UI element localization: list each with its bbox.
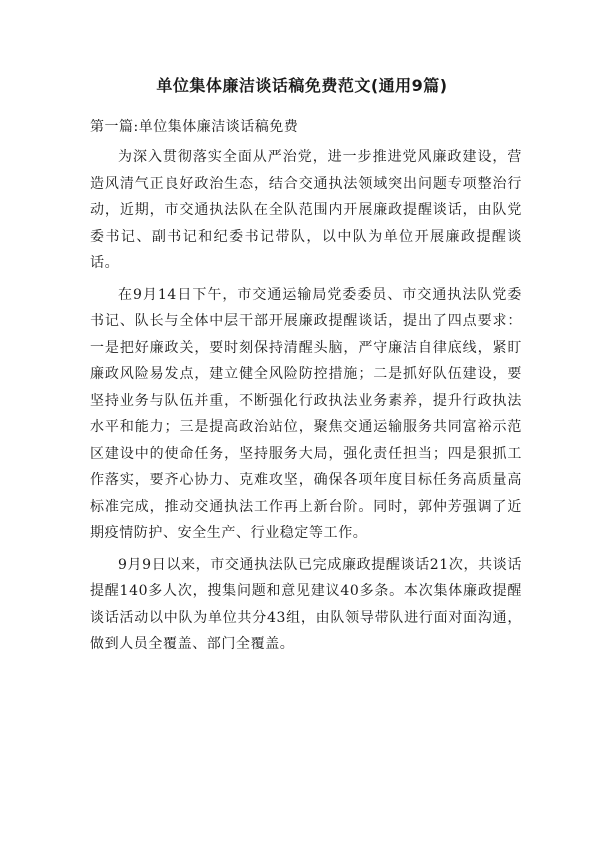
paragraph-2: 在9月14日下午，市交通运输局党委委员、市交通执法队党委书记、队长与全体中层干部开展廉政提醒谈话，提出了四点要求：一是把好廉政关，要时刻保持清醒头脑，严守廉洁自律底线，紧盯廉政风险易发点，建立健全风险防控措施；二是抓好队伍建设，要坚持业务与队伍并重，不断强化行政执法业务素养，提升行政执法水平和能力；三是提高政治站位，聚焦交通运输服务共同富裕示范区建设中的使命任务，坚持服务大局，强化责任担当；四是狠抓工作落实，要齐心协力、克难攻坚，确保各项年度目标任务高质量高标准完成，推动交通执法工作再上新台阶。同时，郭仲芳强调了近期疫情防护、安全生产、行业稳定等工作。	[90, 286, 522, 541]
paragraph-3: 9月9日以来，市交通执法队已完成廉政提醒谈话21次，共谈话提醒140多人次，搜集问题和意见建议40多条。本次集体廉政提醒谈话活动以中队为单位共分43组，由队领导带队进行面对面沟通，做到人员全覆盖、部门全覆盖。	[90, 556, 522, 652]
document-title: 单位集体廉洁谈话稿免费范文(通用9篇)	[156, 76, 448, 95]
section-heading: 第一篇:单位集体廉洁谈话稿免费	[90, 119, 299, 135]
paragraph-1: 为深入贯彻落实全面从严治党，进一步推进党风廉政建设，营造风清气正良好政治生态，结合交通执法领域突出问题专项整治行动，近期，市交通执法队在全队范围内开展廉政提醒谈话，由队党委书记、副书记和纪委书记带队，以中队为单位开展廉政提醒谈话。	[90, 149, 522, 271]
document-body	[90, 144, 522, 663]
